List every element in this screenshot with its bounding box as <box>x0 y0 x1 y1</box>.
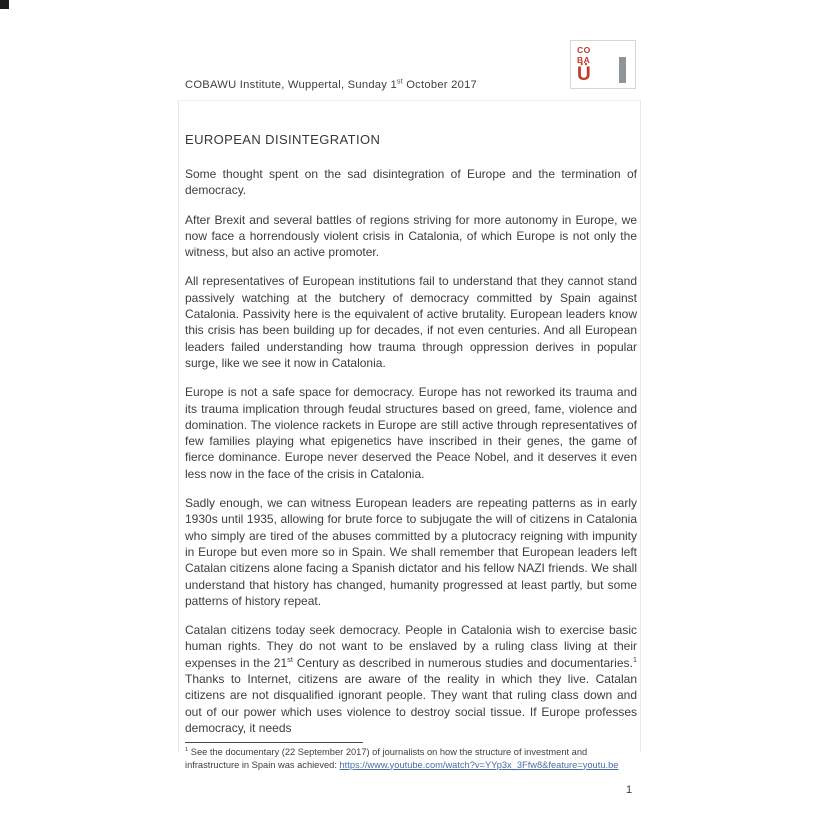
header-text: COBAWU Institute, Wuppertal, Sunday 1 <box>185 79 397 91</box>
paragraph-6 <box>185 622 637 736</box>
paragraph-5: Sadly enough, we can witness European leaders are repeating patterns as in early 1930s until 1935, allowing for brute force to subjugate the will of citizens in Catalonia who simply are tired of the abuses committed by a plutocracy reigning with impunity in Europe but even more so in Spain. We shall remember that European leaders left Catalan citizens alone facing a Spanish dictator and his fellow NAZI friends. We shall understand that history has changed, humanity progressed at least partly, but some patterns of history repeat. <box>185 496 637 608</box>
paragraph-1: Some thought spent on the sad disintegration of Europe and the termination of democracy. <box>185 167 637 198</box>
logo-line-co: CO <box>577 45 591 55</box>
footnote-link[interactable]: https://www.youtube.com/watch?v=YYp3x_3Ffw8&feature=youtu.be <box>339 759 619 770</box>
superscript-st: st <box>287 654 293 664</box>
footnote-text: See the documentary (22 September 2017) of journalists on how the structure of investment and infrastructure in Spain was achieved: <box>185 747 588 770</box>
paragraph-2: After Brexit and several battles of regions striving for more autonomy in Europe, we now face a horrendously violent crisis in Catalonia, of which Europe is not only the witness, but also an active promoter. <box>185 212 637 260</box>
cobawu-logo <box>570 40 636 89</box>
page-frame-top <box>178 100 641 101</box>
paragraph-4: Europe is not a safe space for democracy. Europe has not reworked its trauma and its trauma implication through feudal structures based on greed, fame, violence and domination. The violence rackets in Europe are still active through representatives of few families playing what epigenetics have inscribed in their genes, the game of fierce dominance. Europe never deserved the Peace Nobel, and it deserves it even less now in the face of the crisis in Catalonia. <box>185 385 637 481</box>
header-superscript-st: st <box>396 78 403 86</box>
document-body <box>185 132 637 749</box>
logo-bar <box>619 57 626 83</box>
footnote-reference: 1 <box>632 654 637 664</box>
header-text-date: October 2017 <box>402 79 478 91</box>
page-number: 1 <box>626 784 633 796</box>
paragraph-6-text-mid: Century as described in numerous studies and documentaries. <box>292 655 633 670</box>
paragraph-3: All representatives of European institutions fail to understand that they cannot stand passively watching at the butchery of democracy committed by Spain against Catalonia. Passivity here is the equivalent of active brutality. European leaders know this crisis has been building up for decades, if not even centuries. And all European leaders failed understanding how trauma through oppression derives in popular surge, like we see it now in Catalonia. <box>185 274 637 370</box>
document-header <box>185 79 477 91</box>
paragraph-6-text: Catalan citizens today seek democracy. People in Catalonia wish to exercise basic human rights. They do not want to be enslaved by a ruling class living at their expenses in the 21 <box>185 623 637 670</box>
footnote <box>185 746 637 771</box>
scan-artifact <box>0 0 9 9</box>
footnote-area <box>185 742 637 771</box>
page-frame-left <box>178 100 179 752</box>
document-title: EUROPEAN DISINTEGRATION <box>185 132 381 147</box>
logo-line-ba: BA <box>577 55 591 65</box>
page-frame-right <box>640 100 641 752</box>
paragraph-6-text-post: Thanks to Internet, citizens are aware of the reality in which they live. Catalan citizens are not disqualified ignorant people. They want that ruling class down and out of our power which uses violence to destroy social tissue. If Europe professes democracy, it needs <box>185 672 637 735</box>
footnote-separator <box>185 742 363 743</box>
footnote-marker: 1 <box>185 746 189 753</box>
logo-line-u: Ü <box>577 64 591 85</box>
